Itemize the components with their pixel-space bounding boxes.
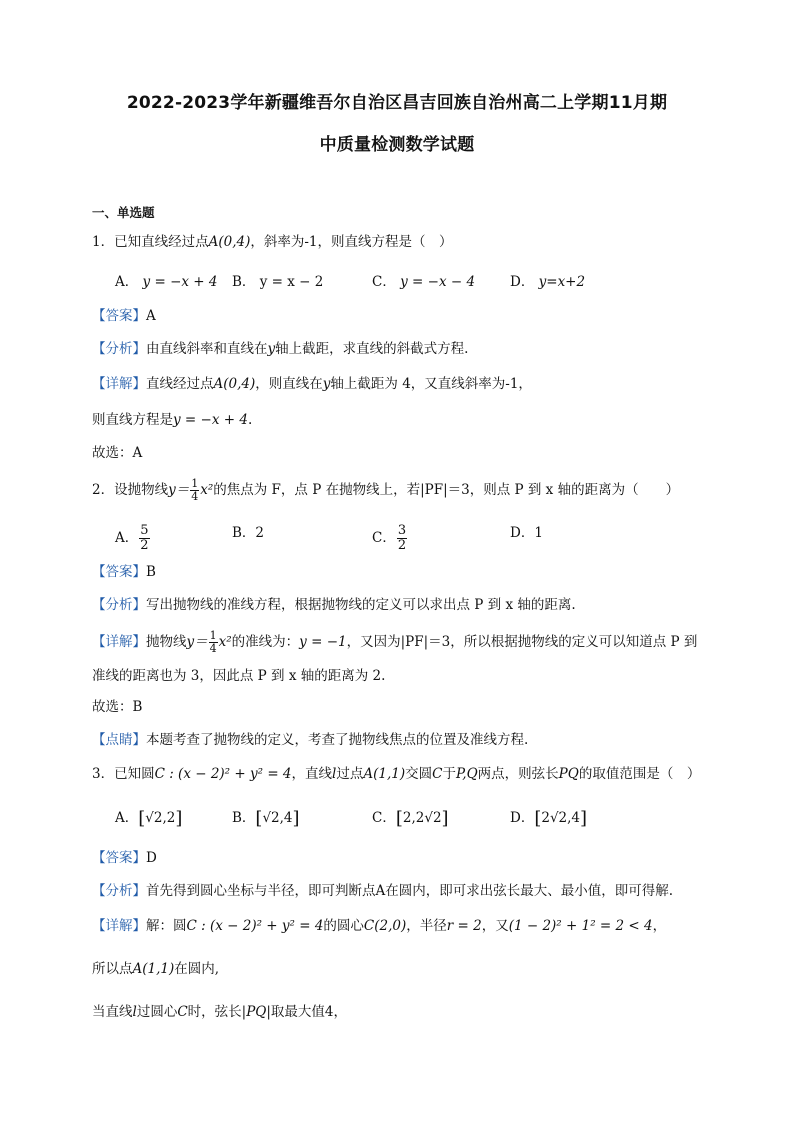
q2-detail-line-2: 准线的距离也为 3，因此点 P 到 x 轴的距离为 2. xyxy=(92,668,386,684)
q2-option-d: D．1 xyxy=(510,525,543,541)
q2-option-c: C． $\frac{3}{2}$ xyxy=(372,523,407,553)
q3-option-b: B．[√2,4] xyxy=(232,808,300,829)
q3-option-a: A．[√2,2] xyxy=(115,808,183,829)
q1-analysis: 【分析】由直线斜率和直线在y轴上截距，求直线的斜截式方程. xyxy=(92,341,469,357)
q1-option-d: D． y=x+2 xyxy=(510,274,586,290)
q2-option-b: B．2 xyxy=(232,525,265,541)
q1-stem: 1．已知直线经过点A(0,4)，斜率为-1，则直线方程是（ ） xyxy=(92,234,453,250)
q1-answer: 【答案】A xyxy=(92,308,156,324)
q2-analysis: 【分析】写出抛物线的准线方程，根据抛物线的定义可以求出点 P 到 x 轴的距离. xyxy=(92,597,576,613)
q1-choose: 故选：A xyxy=(92,445,143,461)
q3-analysis: 【分析】首先得到圆心坐标与半径，即可判断点A在圆内，即可求出弦长最大、最小值，即可得解. xyxy=(92,883,674,899)
q2-fraction: $\frac{1}{4}$ xyxy=(191,477,199,503)
q3-stem: 3．已知圆C : (x − 2)² + y² = 4，直线l过点A(1,1)交圆C于P,Q两点，则弦长PQ的取值范围是（ ） xyxy=(92,766,701,782)
q3-detail-line-3: 当直线l过圆心C时，弦长|PQ|取最大值4， xyxy=(92,1004,348,1020)
q2-comment: 【点睛】本题考查了抛物线的定义，考查了抛物线焦点的位置及准线方程. xyxy=(92,732,529,748)
q3-detail-line-2: 所以点A(1,1)在圆内, xyxy=(92,961,220,977)
q3-answer: 【答案】D xyxy=(92,850,157,866)
q1-option-a: A． y = −x + 4 xyxy=(115,274,218,290)
title-line-2: 中质量检测数学试题 xyxy=(319,135,475,155)
q2-stem: 2．设抛物线y＝ $\frac{1}{4}$ x²的焦点为 F，点 P 在抛物线上，若|PF|＝3，则点 P 到 x 轴的距离为（ ） xyxy=(92,477,680,503)
q2-choose: 故选：B xyxy=(92,699,143,715)
q2-detail: 【详解】抛物线y＝ $\frac{1}{4}$ x²的准线为：y = −1，又因为|PF|＝3，所以根据抛物线的定义可以知道点 P 到 xyxy=(92,629,698,655)
q3-option-c: C．[2,2√2] xyxy=(372,808,449,829)
section-heading: 一、单选题 xyxy=(92,205,155,220)
title-line-1: 2022-2023学年新疆维吾尔自治区昌吉回族自治州高二上学期11月期 xyxy=(126,93,668,113)
q2-option-a: A． $\frac{5}{2}$ xyxy=(115,523,149,553)
q1-detail-line-2: 则直线方程是y = −x + 4. xyxy=(92,412,253,428)
q2-answer: 【答案】B xyxy=(92,564,156,580)
q1-option-c: C． y = −x − 4 xyxy=(372,274,476,290)
q1-option-b: B． y = x − 2 xyxy=(232,274,324,290)
q3-detail: 【详解】解：圆C : (x − 2)² + y² = 4的圆心C(2,0)，半径r = 2，又(1 − 2)² + 1² = 2 < 4， xyxy=(92,918,667,934)
q1-detail: 【详解】直线经过点A(0,4)，则直线在y轴上截距为 4，又直线斜率为-1， xyxy=(92,376,532,392)
q3-option-d: D．[2√2,4] xyxy=(510,808,588,829)
